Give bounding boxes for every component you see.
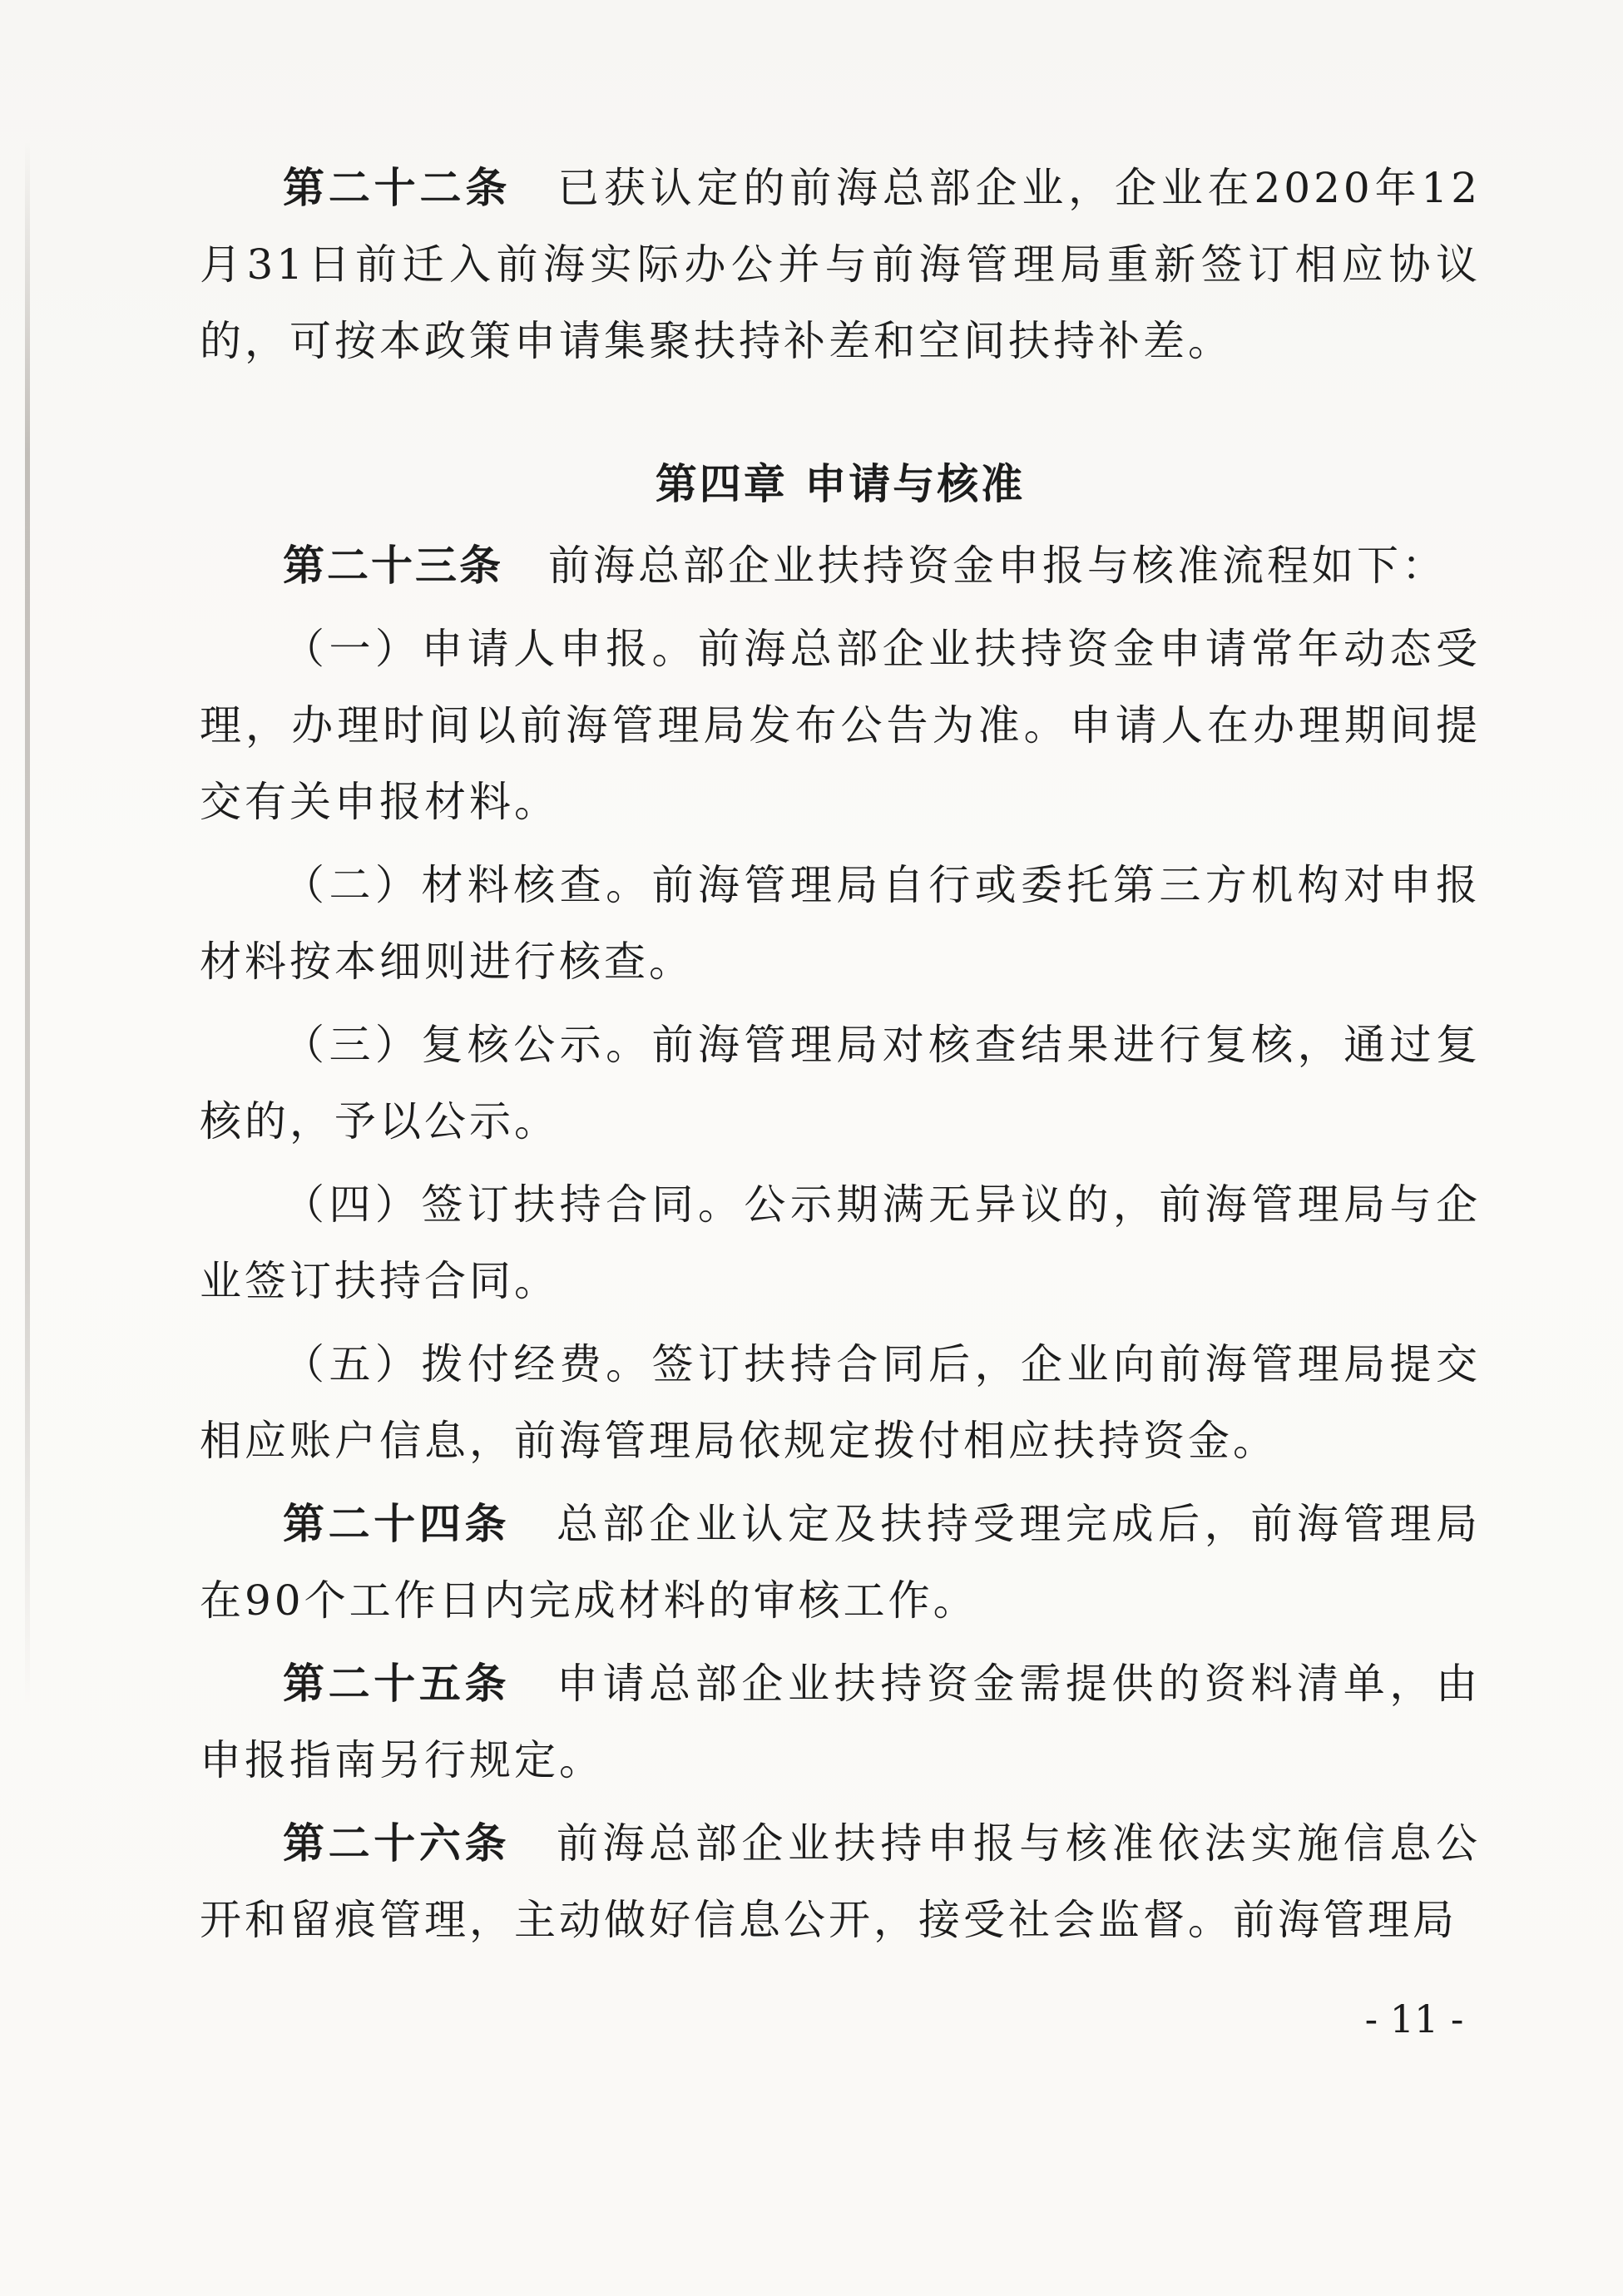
step-1: （一）申请人申报。前海总部企业扶持资金申请常年动态受理，办理时间以前海管理局发布公告为准。申请人在办理期间提交有关申报材料。 <box>200 625 1481 826</box>
chapter-title: 第四章 申请与核准 <box>655 460 1026 508</box>
article-text: 申请总部企业扶持资金需提供的资料清单，由申报指南另行规定。 <box>200 1660 1482 1784</box>
step-5: （五）拨付经费。签订扶持合同后，企业向前海管理局提交相应账户信息，前海管理局依规定拨付相应扶持资金。 <box>200 1340 1481 1465</box>
article-number: 第二十四条 <box>283 1500 511 1548</box>
article-number: 第二十五条 <box>283 1660 511 1708</box>
page-number: - 11 - <box>1364 1997 1464 2041</box>
article-25 <box>200 1645 1481 1799</box>
scan-edge-mark <box>25 141 30 1705</box>
document-body <box>200 150 1481 1958</box>
article-text: 总部企业认定及扶持受理完成后，前海管理局在90个工作日内完成材料的审核工作。 <box>200 1500 1482 1625</box>
article-text: 已获认定的前海总部企业，企业在2020年12月31日前迁入前海实际办公并与前海管理局重新签订相应协议的，可按本政策申请集聚扶持补差和空间扶持补差。 <box>200 164 1482 365</box>
step-3: （三）复核公示。前海管理局对核查结果进行复核，通过复核的，予以公示。 <box>200 1021 1481 1146</box>
article-text: 前海总部企业扶持申报与核准依法实施信息公开和留痕管理，主动做好信息公开，接受社会监督。前海管理局 <box>200 1819 1482 1944</box>
step-2: （二）材料核查。前海管理局自行或委托第三方机构对申报材料按本细则进行核查。 <box>200 861 1481 986</box>
article-number: 第二十三条 <box>283 542 503 590</box>
article-23 <box>200 527 1481 604</box>
article-number: 第二十二条 <box>283 164 512 212</box>
article-22 <box>200 150 1481 379</box>
step-4: （四）签订扶持合同。公示期满无异议的，前海管理局与企业签订扶持合同。 <box>200 1180 1481 1305</box>
article-26 <box>200 1805 1481 1958</box>
article-text: 前海总部企业扶持资金申报与核准流程如下： <box>548 542 1447 590</box>
article-number: 第二十六条 <box>283 1819 511 1868</box>
article-24 <box>200 1486 1481 1639</box>
